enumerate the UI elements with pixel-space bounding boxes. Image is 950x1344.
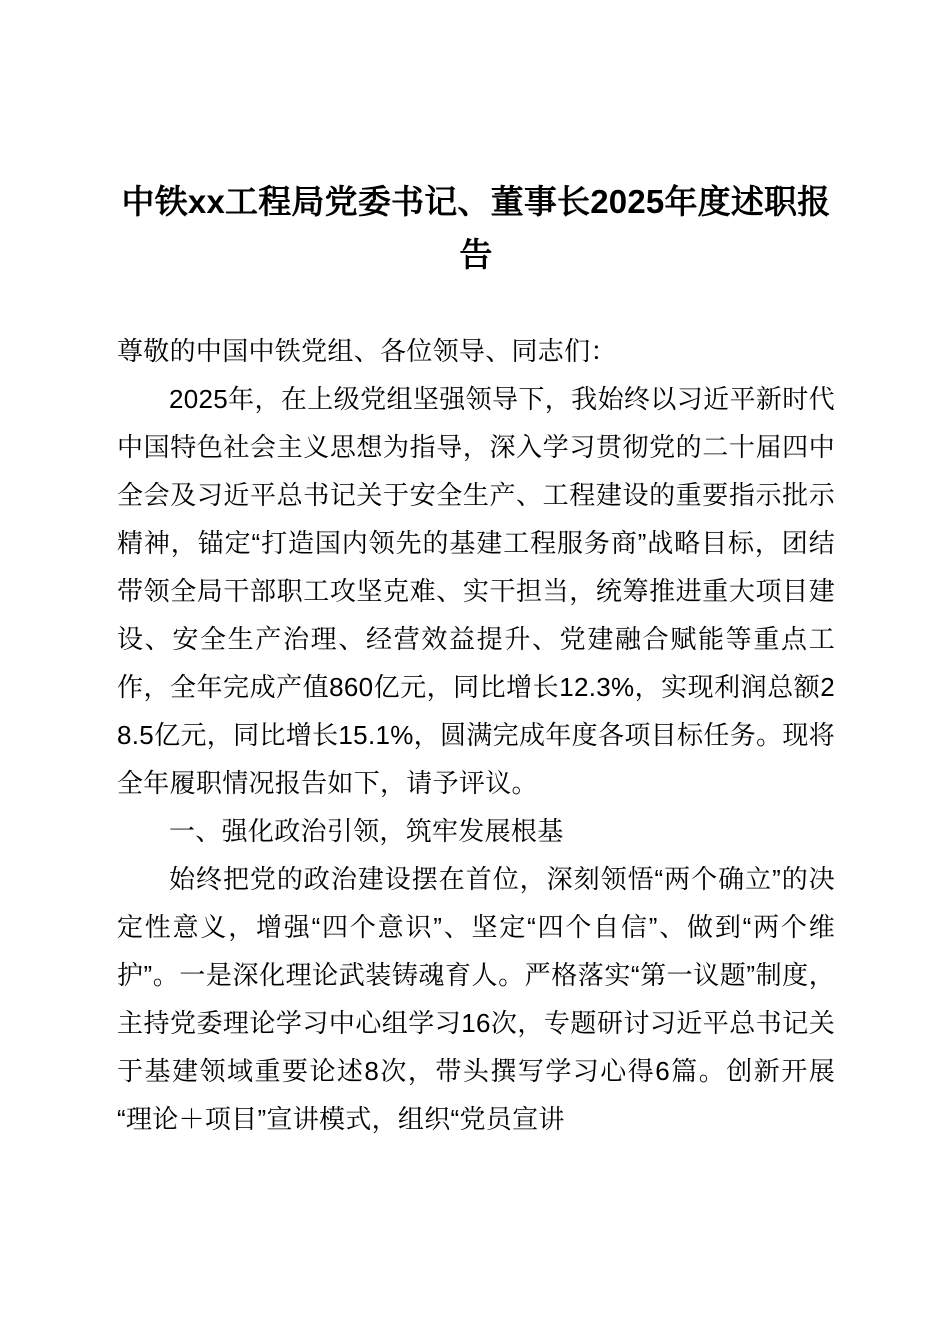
paragraph-section-1-body: 始终把党的政治建设摆在首位，深刻领悟“两个确立”的决定性意义，增强“四个意识”、坚定“四个自信”、做到“两个维护”。一是深化理论武装铸魂育人。严格落实“第一议题”制度，主持党委理论学习中心组学习16次，专题研讨习近平总书记关于基建领域重要论述8次，带头撰写学习心得6篇。创新开展“理论＋项目”宣讲模式，组织“党员宣讲	[117, 864, 835, 1134]
page-content	[117, 0, 835, 1143]
document-body	[117, 327, 835, 1143]
paragraph-opening-summary: 2025年，在上级党组坚强领导下，我始终以习近平新时代中国特色社会主义思想为指导，深入学习贯彻党的二十届四中全会及习近平总书记关于安全生产、工程建设的重要指示批示精神，锚定“打造国内领先的基建工程服务商”战略目标，团结带领全局干部职工攻坚克难、实干担当，统筹推进重大项目建设、安全生产治理、经营效益提升、党建融合赋能等重点工作，全年完成产值860亿元，同比增长12.3%，实现利润总额28.5亿元，同比增长15.1%，圆满完成年度各项目标任务。现将全年履职情况报告如下，请予评议。	[117, 384, 835, 798]
document-title: 中铁xx工程局党委书记、董事长2025年度述职报告	[121, 183, 831, 273]
paragraph-greeting: 尊敬的中国中铁党组、各位领导、同志们：	[117, 336, 617, 366]
section-heading-1: 一、强化政治引领，筑牢发展根基	[169, 816, 564, 846]
